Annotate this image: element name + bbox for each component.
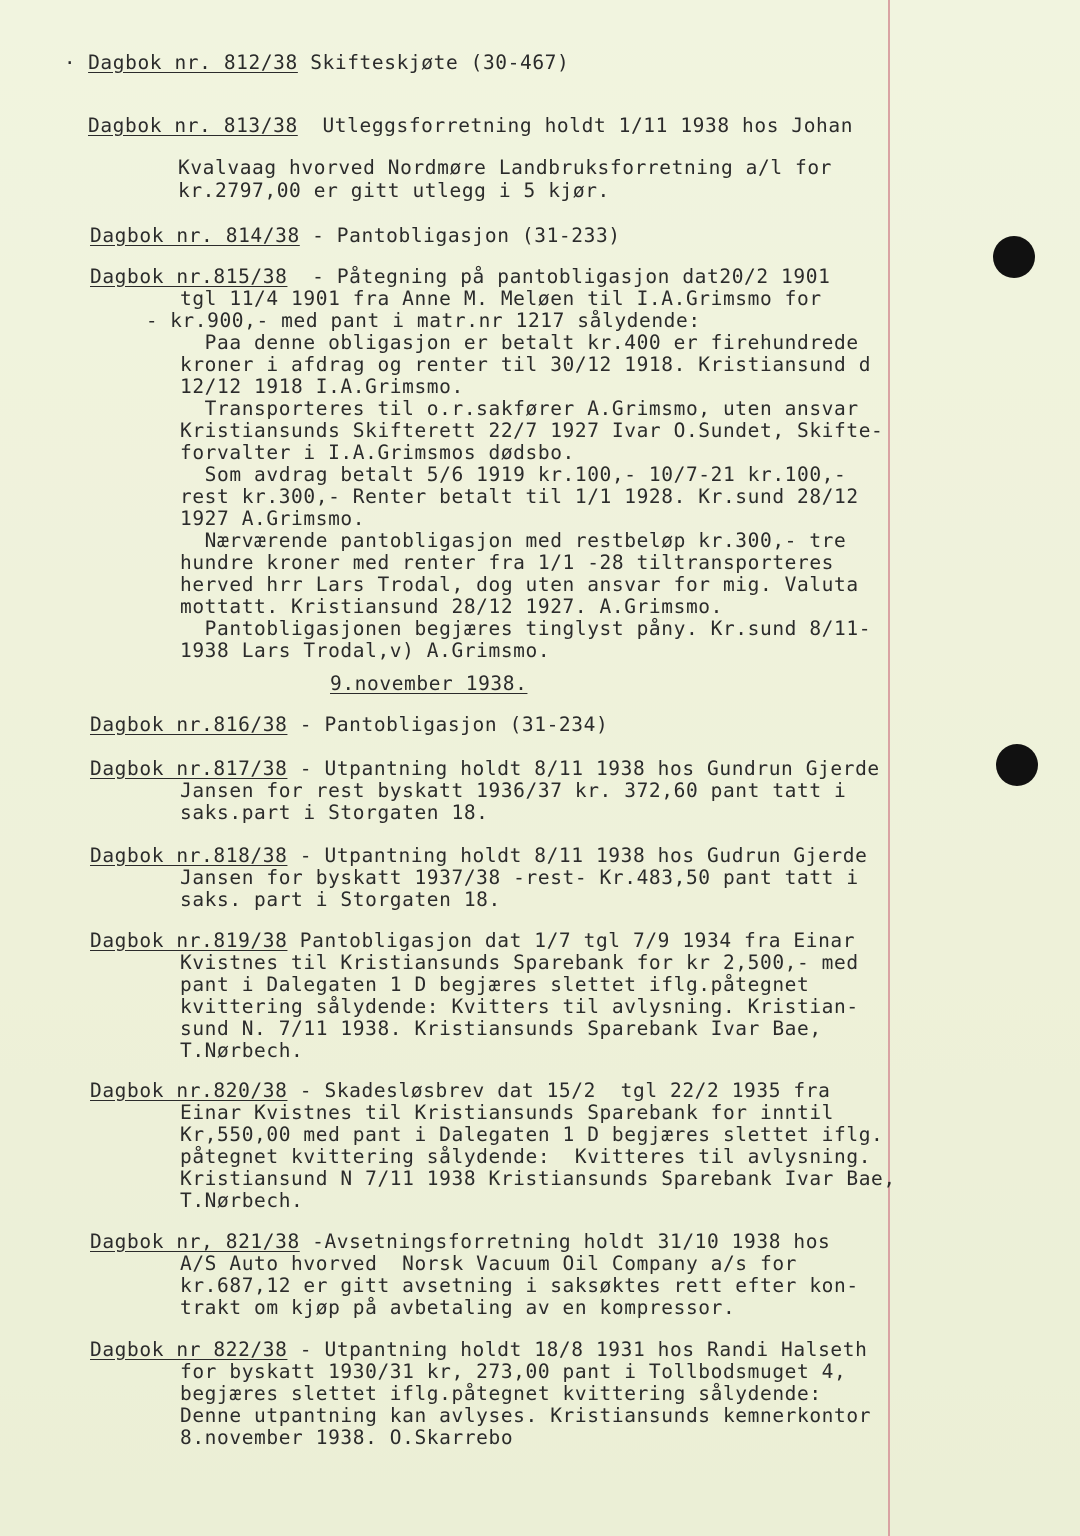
entry-continuation: Kvistnes til Kristiansunds Sparebank for kr 2,500,- med — [180, 951, 859, 974]
entry-continuation: pant i Dalegaten 1 D begjæres slettet iflg.påtegnet — [180, 973, 810, 996]
entry-continuation: Kr,550,00 med pant i Dalegaten 1 D begjæres slettet iflg. — [180, 1123, 884, 1146]
entry-text: - Utpantning holdt 8/11 1938 hos Gundrun Gjerde — [287, 757, 880, 780]
entry-text: Utleggsforretning holdt 1/11 1938 hos Johan — [297, 114, 854, 137]
entry-text: Skifteskjøte (30-467) — [297, 51, 570, 74]
entry-continuation: T.Nørbech. — [180, 1039, 304, 1062]
entry-continuation: kr.687,12 er gitt avsetning i saksøktes rett efter kon- — [180, 1274, 859, 1297]
entry-text: - Påtegning på pantobligasjon dat20/2 1901 — [287, 265, 831, 288]
entry-continuation: 12/12 1918 I.A.Grimsmo. — [180, 375, 464, 398]
entry-text: -Avsetningsforretning holdt 31/10 1938 hos — [299, 1230, 831, 1253]
entry-line — [90, 266, 830, 288]
entry-continuation: - kr.900,- med pant i matr.nr 1217 sålydende: — [146, 309, 701, 332]
entry-line — [90, 930, 855, 952]
entry-continuation: kvittering sålydende: Kvitters til avlysning. Kristian- — [180, 995, 859, 1018]
entry-ref: Dagbok nr. 812/38 — [88, 51, 298, 74]
entry-text: - Utpantning holdt 8/11 1938 hos Gudrun Gjerde — [287, 844, 868, 867]
entry-ref: Dagbok nr.820/38 — [90, 1079, 288, 1102]
entry-ref: Dagbok nr. 814/38 — [90, 224, 300, 247]
entry-text: - Skadesløsbrev dat 15/2 tgl 22/2 1935 fra — [287, 1079, 831, 1102]
entry-ref: Dagbok nr.815/38 — [90, 265, 288, 288]
entry-line — [90, 845, 867, 867]
entry-continuation: trakt om kjøp på avbetaling av en kompressor. — [180, 1296, 736, 1319]
entry-line — [88, 115, 853, 137]
entry-continuation: Pantobligasjonen begjæres tinglyst påny. Kr.sund 8/11- — [180, 617, 872, 640]
entry-ref: Dagbok nr.817/38 — [90, 757, 288, 780]
punch-hole — [993, 236, 1035, 278]
entry-line — [90, 225, 621, 247]
entry-continuation: Jansen for rest byskatt 1936/37 kr. 372,60 pant tatt i — [180, 779, 847, 802]
entry-line — [90, 1080, 830, 1102]
entry-continuation: herved hrr Lars Trodal, dog uten ansvar for mig. Valuta — [180, 573, 859, 596]
entry-text: Pantobligasjon dat 1/7 tgl 7/9 1934 fra Einar — [287, 929, 856, 952]
entry-line — [90, 1339, 867, 1361]
date-heading-text: 9.november 1938. — [330, 672, 528, 695]
entry-continuation: Transporteres til o.r.sakfører A.Grimsmo, uten ansvar — [180, 397, 859, 420]
entry-continuation: Kristiansund N 7/11 1938 Kristiansunds Sparebank Ivar Bae, — [180, 1167, 896, 1190]
entry-continuation: A/S Auto hvorved Norsk Vacuum Oil Company a/s for — [180, 1252, 797, 1275]
entry-continuation: rest kr.300,- Renter betalt til 1/1 1928. Kr.sund 28/12 — [180, 485, 859, 508]
entry-continuation: for byskatt 1930/31 kr, 273,00 pant i Tollbodsmuget 4, — [180, 1360, 847, 1383]
entry-line: · Dagbok nr. 812/38 Skifteskjøte (30-467) — [64, 51, 570, 74]
entry-continuation-text: kr.900,- med pant i matr.nr 1217 sålydende: — [170, 309, 701, 332]
entry-continuation: saks. part i Storgaten 18. — [180, 888, 501, 911]
entry-continuation: Paa denne obligasjon er betalt kr.400 er firehundrede — [180, 331, 859, 354]
entry-ref: Dagbok nr. 813/38 — [88, 114, 298, 137]
entry-text: - Pantobligasjon (31-234) — [287, 713, 609, 736]
entry-continuation: mottatt. Kristiansund 28/12 1927. A.Grimsmo. — [180, 595, 723, 618]
entry-text: - Pantobligasjon (31-233) — [299, 224, 621, 247]
entry-continuation: sund N. 7/11 1938. Kristiansunds Sparebank Ivar Bae, — [180, 1017, 822, 1040]
entry-continuation: Jansen for byskatt 1937/38 -rest- Kr.483,50 pant tatt i — [180, 866, 859, 889]
entry-continuation: forvalter i I.A.Grimsmos dødsbo. — [180, 441, 575, 464]
punch-hole — [996, 744, 1038, 786]
entry-line — [90, 1231, 830, 1253]
entry-continuation: 1927 A.Grimsmo. — [180, 507, 366, 530]
entry-ref: Dagbok nr, 821/38 — [90, 1230, 300, 1253]
entry-continuation: 1938 Lars Trodal,v) A.Grimsmo. — [180, 639, 551, 662]
entry-ref: Dagbok nr.819/38 — [90, 929, 288, 952]
entry-continuation: tgl 11/4 1901 fra Anne M. Meløen til I.A.Grimsmo for — [180, 287, 822, 310]
entry-line — [90, 714, 608, 736]
entry-continuation: Einar Kvistnes til Kristiansunds Sparebank for inntil — [180, 1101, 835, 1124]
entry-continuation: begjæres slettet iflg.påtegnet kvittering sålydende: — [180, 1382, 822, 1405]
entry-ref: Dagbok nr 822/38 — [90, 1338, 288, 1361]
entry-continuation: kroner i afdrag og renter til 30/12 1918. Kristiansund d — [180, 353, 872, 376]
date-heading — [330, 673, 527, 695]
entry-continuation: hundre kroner med renter fra 1/1 -28 tiltransporteres — [180, 551, 835, 574]
margin-rule — [888, 0, 890, 1536]
entry-continuation: T.Nørbech. — [180, 1189, 304, 1212]
entry-continuation: kr.2797,00 er gitt utlegg i 5 kjør. — [178, 179, 610, 202]
entry-continuation: 8.november 1938. O.Skarrebo — [180, 1426, 514, 1449]
entry-continuation: påtegnet kvittering sålydende: Kvitteres til avlysning. — [180, 1145, 872, 1168]
entry-ref: Dagbok nr.816/38 — [90, 713, 288, 736]
entry-continuation: Denne utpantning kan avlyses. Kristiansunds kemnerkontor — [180, 1404, 872, 1427]
entry-continuation: Kvalvaag hvorved Nordmøre Landbruksforretning a/l for — [178, 156, 833, 179]
entry-continuation: Som avdrag betalt 5/6 1919 kr.100,- 10/7-21 kr.100,- — [180, 463, 847, 486]
entry-line — [90, 758, 880, 780]
entry-continuation: saks.part i Storgaten 18. — [180, 801, 489, 824]
entry-text: - Utpantning holdt 18/8 1931 hos Randi Halseth — [287, 1338, 868, 1361]
entry-continuation: Nærværende pantobligasjon med restbeløp kr.300,- tre — [180, 529, 847, 552]
entry-continuation: Kristiansunds Skifterett 22/7 1927 Ivar O.Sundet, Skifte- — [180, 419, 884, 442]
entry-ref: Dagbok nr.818/38 — [90, 844, 288, 867]
